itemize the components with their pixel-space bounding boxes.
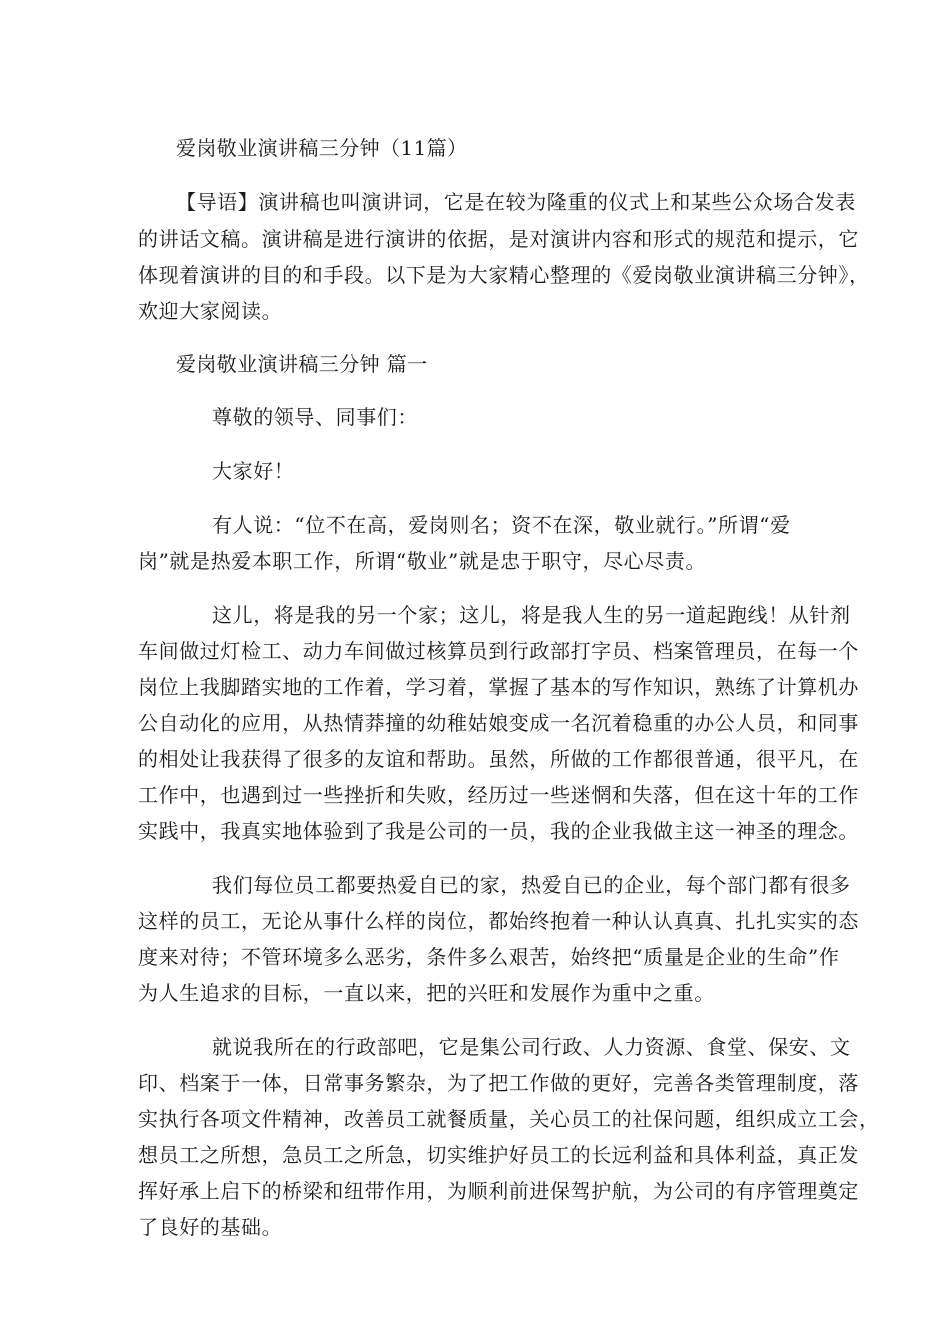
paragraph-line: 工作中，也遇到过一些挫折和失败，经历过一些迷惘和失落，但在这十年的工作 (138, 783, 859, 807)
section-heading: 爱岗敬业演讲稿三分钟 篇一 (176, 352, 428, 376)
paragraph-line: 想员工之所想，急员工之所急，切实维护好员工的长远利益和具体利益，真正发 (138, 1143, 859, 1167)
paragraph-line: 印、档案于一体，日常事务繁杂，为了把工作做的更好，完善各类管理制度，落 (138, 1071, 859, 1095)
document-title: 爱岗敬业演讲稿三分钟（11篇） (176, 136, 468, 160)
intro-line: 体现着演讲的目的和手段。以下是为大家精心整理的《爱岗敬业演讲稿三分钟》， (138, 263, 870, 287)
paragraph-line: 车间做过灯检工、动力车间做过核算员到行政部打字员、档案管理员，在每一个 (138, 639, 859, 663)
paragraph-line: 公自动化的应用，从热情莽撞的幼稚姑娘变成一名沉着稳重的办公人员，和同事 (138, 711, 859, 735)
paragraph-line: 挥好承上启下的桥梁和纽带作用，为顺利前进保驾护航，为公司的有序管理奠定 (138, 1179, 859, 1203)
paragraph-line: 实践中，我真实地体验到了我是公司的一员，我的企业我做主这一神圣的理念。 (138, 819, 859, 843)
paragraph-line: 了良好的基础。 (138, 1215, 283, 1239)
paragraph-line: 度来对待；不管环境多么恶劣，条件多么艰苦，始终把“质量是企业的生命”作 (138, 945, 840, 969)
greeting: 大家好！ (212, 459, 295, 483)
paragraph-line: 这样的员工，无论从事什么样的岗位，都始终抱着一种认认真真、扎扎实实的态 (138, 909, 859, 933)
paragraph-line: 我们每位员工都要热爱自已的家，热爱自已的企业，每个部门都有很多 (212, 873, 851, 897)
intro-line: 的讲话文稿。演讲稿是进行演讲的依据，是对演讲内容和形式的规范和提示，它 (138, 227, 859, 251)
paragraph-line: 有人说：“位不在高，爱岗则名；资不在深，敬业就行。”所谓“爱 (212, 513, 791, 537)
paragraph-line: 岗”就是热爱本职工作，所谓“敬业”就是忠于职守，尽心尽责。 (138, 549, 707, 573)
paragraph-line: 为人生追求的目标，一直以来，把的兴旺和发展作为重中之重。 (138, 981, 715, 1005)
paragraph-line: 实执行各项文件精神，改善员工就餐质量，关心员工的社保问题，组织成立工会， (138, 1107, 880, 1131)
paragraph-line: 岗位上我脚踏实地的工作着，学习着，掌握了基本的写作知识，熟练了计算机办 (138, 675, 859, 699)
paragraph-line: 就说我所在的行政部吧，它是集公司行政、人力资源、食堂、保安、文 (212, 1035, 851, 1059)
paragraph-line: 这儿，将是我的另一个家；这儿，将是我人生的另一道起跑线！从针剂 (212, 603, 851, 627)
intro-line: 欢迎大家阅读。 (138, 299, 283, 323)
salutation: 尊敬的领导、同事们： (212, 405, 418, 429)
paragraph-line: 的相处让我获得了很多的友谊和帮助。虽然，所做的工作都很普通，很平凡，在 (138, 747, 859, 771)
intro-line: 【导语】演讲稿也叫演讲词，它是在较为隆重的仪式上和某些公众场合发表 (176, 190, 856, 214)
